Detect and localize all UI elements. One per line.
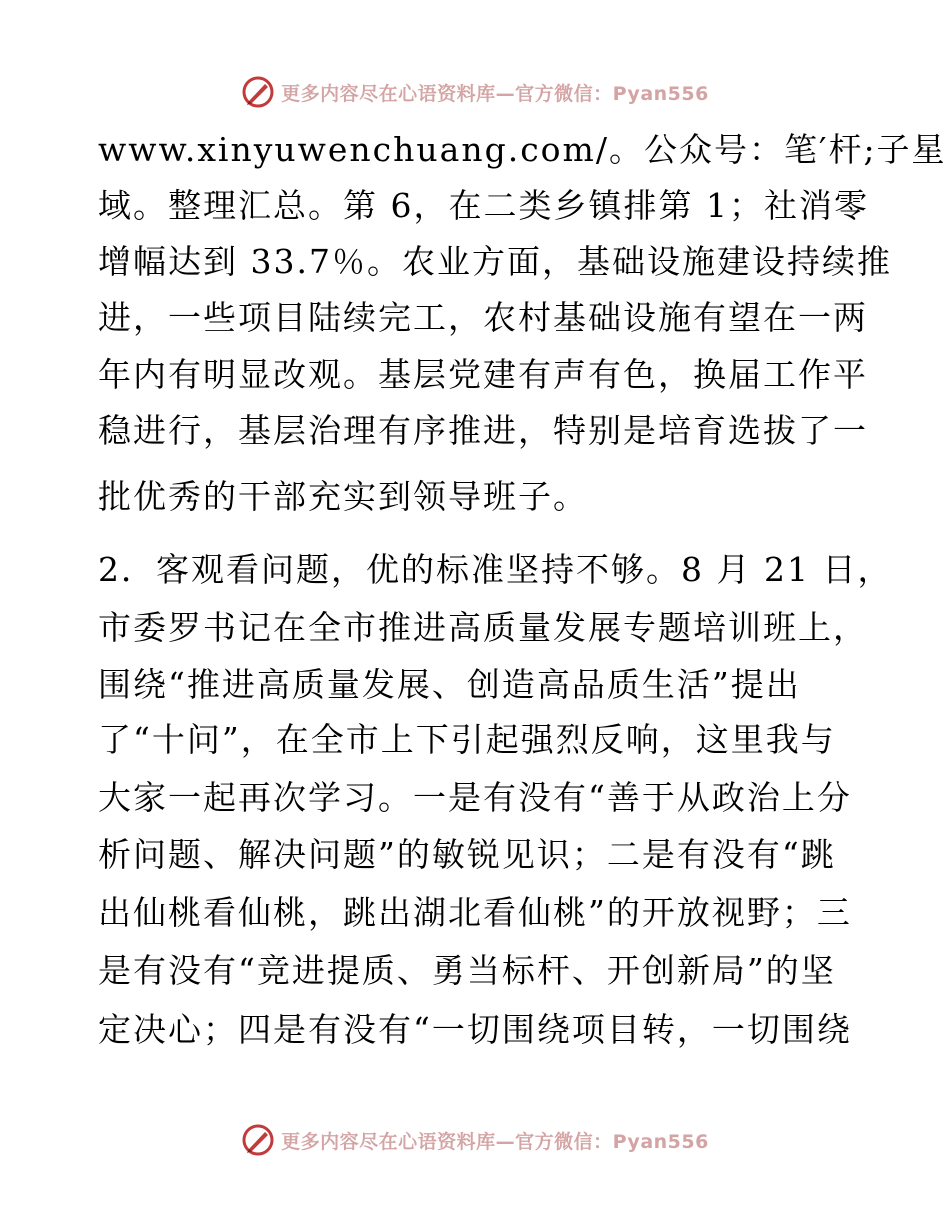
text-line: 域。整理汇总。第 6，在二类乡镇排第 1；社消零 bbox=[98, 186, 869, 225]
text-line: 围绕“推进高质量发展、创造高品质生活”提出 bbox=[98, 665, 801, 704]
text-line: www.xinyuwenchuang.com/。公众号：笔′杆;子星 bbox=[98, 130, 947, 169]
text-line: 了“十问”，在全市上下引起强烈反响，这里我与 bbox=[98, 720, 836, 759]
text-line: 析问题、解决问题”的敏锐见识；二是有没有“跳 bbox=[98, 835, 836, 874]
pen-seal-logo-icon bbox=[241, 1123, 275, 1157]
text-line: 是有没有“竞进提质、勇当标杆、开创新局”的坚 bbox=[98, 951, 836, 990]
text-line: 增幅达到 33.7％。农业方面，基础设施建设持续推 bbox=[98, 242, 892, 281]
text-line: 批优秀的干部充实到领导班子。 bbox=[98, 477, 588, 516]
text-line: 稳进行，基层治理有序推进，特别是培育选拔了一 bbox=[98, 411, 868, 450]
text-line: 2．客观看问题，优的标准坚持不够。8 月 21 日， bbox=[98, 550, 893, 589]
text-line: 年内有明显改观。基层党建有声有色，换届工作平 bbox=[98, 355, 868, 394]
text-line: 大家一起再次学习。一是有没有“善于从政治上分 bbox=[98, 778, 852, 817]
pen-seal-logo-icon bbox=[241, 75, 275, 109]
text-line: 定决心；四是有没有“一切围绕项目转，一切围绕 bbox=[98, 1010, 852, 1049]
banner-text: 更多内容尽在心语资料库—官方微信：Pyan556 bbox=[281, 1130, 709, 1153]
text-line: 出仙桃看仙桃，跳出湖北看仙桃”的开放视野；三 bbox=[98, 893, 852, 932]
header-banner bbox=[0, 72, 950, 112]
text-line: 进，一些项目陆续完工，农村基础设施有望在一两 bbox=[98, 298, 868, 337]
banner-text: 更多内容尽在心语资料库—官方微信：Pyan556 bbox=[281, 82, 709, 105]
text-line: 市委罗书记在全市推进高质量发展专题培训班上， bbox=[98, 608, 868, 647]
footer-banner bbox=[0, 1120, 950, 1160]
